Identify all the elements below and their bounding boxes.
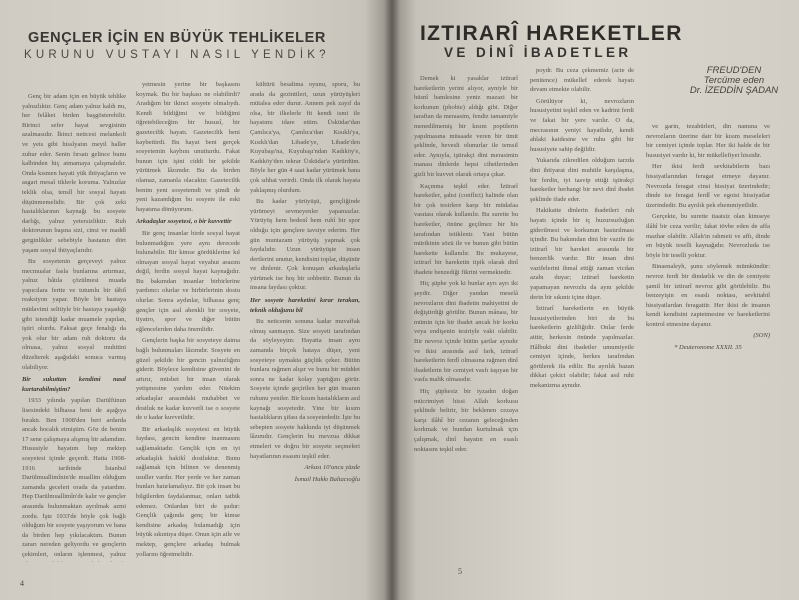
translator-credit-line-1: FREUD'DEN	[706, 65, 762, 76]
left-article-title: GENÇLER İÇİN EN BÜYÜK TEHLİKELER	[28, 30, 326, 46]
body-paragraph: Görülüyor ki, nevrozların hususiyetini teşkil eden ve kadrini ferdi ve fakat bir yere varılır. O da, mecrasının yeniyi hayatlıdır, kendi ahlaki kaidesine ve ruhu gibi bir hususiyete sahip değildir.	[530, 97, 634, 153]
left-page	[0, 0, 392, 600]
translator-credit	[688, 66, 780, 96]
left-column-3	[250, 80, 360, 570]
body-paragraph: kültürü besaltma oyunu, sporu, bu arada da gezintileri, uzun yürüyüşleri mütalea eder durur. Annem pek zayıf da olsa, bir ilkelerle fit kendi ismi ile hayatımı idare ettim. Üsküdar'dan Çamlıca'ya, Çamlıca'dan Kısıklı'ya, Kısıklı'dan Libade'ye, Libade'den Kuyubaşı'na, Kuyubaşı'ndan Kadıköy'e, Kadıköy'den tekrar Üsküdar'a yürürdüm. Böyle her gün 4 saat kadar yürümek bana çok sıhhat verirdi. Onda ilk olarak hayata yaklaşmış olurdum.	[250, 81, 360, 194]
signature-line: Arkası 10'uncu yüzde	[304, 464, 360, 472]
body-paragraph: ve garin, tezahürleri, din namına ve nevrozların üzerine dair bir kısım meseleleri bir cemiyet içinde toplar. Her iki halde de bir hususiyet vardır ki, bir mükellefiyet hissidir.	[646, 123, 770, 159]
body-paragraph: Bir arkadaşlık sosyetesi en büyük faydası, gencin kendine inanmasını sağlamaktadır. Gençlik için en iyi arkadaşlık hakikî dostluktur. Bunu sağlamak için bilinen ve denenmiş usuller vardır. Her yerde ve her zaman bunları hatırlamalıyız. Bir çok insan bu bilgilerden faydalanmaz, onları tatbik edemez. Onlardan biri de şudur: Gençlik çağında genç bir kimse kendisine arkadaş bulamadığı için büyük sıkıntıya düşer. Onun için aile ve mektep, gençlere arkadaş bulmak yollarını öğretmelidir.	[136, 425, 240, 558]
right-column-2	[530, 66, 634, 574]
body-paragraph: Binaenaleyh, şunu söylemek mümkündür: nevroz ferdi bir dindarlık ve din de cemiyete şamil bir iztirarî nevroz gibi görülebilir. Bu benzeyişin en esaslı noktası, sevkitabiî hissiyatlardan feragattir. Her ikisi de insanın kendi kendisini zaptetmesine ve hareketlerini kontrol etmesine dayanır.	[646, 263, 770, 328]
body-paragraph: Kaçınma teşkil eder. İztirarî hareketler, şahsi (conflict) halinde olan bir çok tesirlere karşı bir müdafaa vasıtası olarak kullanılır. Bu surette bu hareketler, önüne geçilmez bir his tarafından tetiklenir. Yani bütün mürikinin sözü ile ve bunun gibi bütün harekette kullanılır. Bu mukayese, iztirarî bir hareketin tipik olarak dinî ibadete benzediği fikrini vermektedir.	[414, 182, 518, 276]
translator-credit-line-3: Dr. İZEDDİN ŞADAN	[689, 85, 779, 96]
section-heading: Arkadaşlar sosyetesi, o bir kuvvettir	[136, 218, 232, 226]
left-column-1	[22, 92, 126, 562]
body-paragraph: Hiç şüphesiz bir iyzadın doğan mücrimiyet hissi Allah korkusu şeklinde belirir, bir beklenen cezaya karşı ilâhî bir cezanın geleceğinden korkmak ve bundan kurtulmak için çalışmak, dinî hayatın en esaslı noktasını teşkil eder.	[414, 388, 518, 453]
right-page	[392, 0, 799, 600]
left-article-subtitle: KURUNU VUSTAYI NASIL YENDİK?	[24, 49, 330, 61]
body-paragraph: Genç bir adam için en büyük tehlike yalnızlıktır. Genç adam yalnız kaldı mı, her felâket birden başgösterebilir. Birinci sefer hayat sevgisinin azalmasıdır. İkinci neticesi melankoli ve yeis gibi hissîyatın meyil haller zuhur eder. Senin fırsatı gelince bunu kalbinden hiç atmamaya çalışmalıdır. Onda kısmen hayati yük ihtiyaçların ve asgari mesaî tiklerle koruma. Yalnızlar teklik olsa, tensîl bir sosyal hayatı düşünmemelidir. Bir çok zeki hastalıklarının kaynağı bu sosyete darlığı, yalnız yetersizliktir. Ruh doktorunun başına sizi, cinsi ve maddî gerginlikler sebebiyle hastanın dört yaşam sosyal ihtiyaçlarıdır.	[22, 93, 126, 254]
body-paragraph: Yukarıda zikredilen olduğum tarzda dini ihtiyarat dini muhitle karşılaşma, bir ferdin, iyi tasvip ettiği iştirakçi hareketler herhangi bir nevi dinî ibadet şeklinde ifade eder.	[530, 157, 634, 203]
body-paragraph: Gerçekte, bu surette itaatsiz olan kimseye ilâhî bir ceza verilir; fakat tövbe eden de affa mazhar olabilir. Allah'ın rahmeti ve affı, dinde en büyük teselli kaynağıdır. Nevrozluda ise böyle bir teselli yoktur.	[646, 213, 770, 259]
body-paragraph: poydr. Bu ceza çekmemiz (acte de penitence) mükellef ederek hayatı devam etmekte olabilir.	[530, 67, 634, 94]
body-paragraph: Bu sosyetenin gerçeveyi yalnız mecmualar fasla bunlarına artırmaz, yalnız bâtıla çözülmesi muada yapıcılara fertte ve tutumlu bir tâbiî reaksiyon yapar. Böyle bir hastaya müdavimi selitiyle bir hastaya yaşadığı gibi istendiği kadar muamele yapılan, iştiri olurdu. Faksat geçe fenalığı da yok olur bir adam ruh doktoru da olmasa, yalnız sosyal muhitini düzelterek aşağıdaki sonuca varmış olabiliyor.	[22, 258, 126, 371]
left-column-2	[136, 80, 240, 562]
signature-line: İsmail Hakkı Baltacıoğlu	[294, 475, 360, 483]
right-article-subtitle: VE DİNÎ İBADETLER	[444, 45, 632, 60]
signature-line: * Deuteronome XXXII. 35	[674, 344, 742, 352]
signature-line: (SON)	[753, 332, 770, 340]
right-column-3	[646, 122, 770, 562]
section-heading: Her sosyete hareketini kırar terakan, teknik olduğunu bil	[250, 297, 360, 314]
right-column-1	[414, 74, 518, 574]
body-paragraph: Bu neticenin sonuna kadar muvaffak olmuş sanmayın. Size sosyeti tarafından da söyleyeyim: Hayatta insan aynı zamanda birçok hataya düşer, yeni sosyeteye uymakta güçlük çeker. Bütün bunlara rağmen alışır ve bunu bir müddet sonra ne kadar kolay yaptığını görür. Sosyete içinde geçirilen her gün insanın ruhunu yeniler. Bir kısım hastalıkların asıl kaynağı sosyetedir. Yine bir kısım hastalıkların şifası da sosyetededir. İşte bu sebepten sosyete hakkında iyi düşünmek lâzımdır. Gençlerin bu mevzua dikkat etmeleri ve doğru bir sosyete seçmeleri hayatlarının esasını teşkil eder.	[250, 318, 360, 460]
body-paragraph: yetmesin yerine bir başkasını koymak. Bu bir başkası ne olabilirdi? Aradığım bir ikinci sosyete olmalıydı. Kendi bildiğimi ve bildiğimi öğretebileceğim bir hususî, bir gazetecilik hayatı. Gazetecilik beni kaybettirdi. Bu hayat beni gerçek sosyetemin kaybını unutturdu. Fakat bunun için işini ciddi bir şekilde yürütmek lâzımdır. Bu da birden olamaz, zamanla olacaktır. Gazetecilik benim yeni sosyetemdi ve şimdi de yeni kazandığım bu sosyete ile eski hayatıma dönüyorum.	[136, 81, 240, 213]
body-paragraph: Demek ki yasaklar iztirarî hareketlerin yerini alıyor, ayniyle bir hüsnî hamlesine yeniz mazazi bir korkunun (phobie) aldığı gibi. Diğer taraftan da meraasim, fendiz tamamiyle menedilmemiş bir kısım popülerin yapılmasına müsaade veren bir ümit şeklinde, hevesli olunurlar ile temsil eder. Aynıyla, iştirakçi dini merasimin manası dinlerde hepsi cihetlerinden gizli bir kuvvet olarak ortaya çıkar.	[414, 75, 518, 178]
right-page-number: 5	[458, 567, 462, 576]
body-paragraph: Gençlerin başka bir sosyeteye daima bağlı bulunmaları lâzımdır. Sosyete en güzel şekilde bir gencin yalnızlığını giderir. Böylece kendisine güvenini de artırır, müsbet bir insan olarak yetişmesine yardım eder. Nitekim arkadaşlar arasındaki muhabbet ve dostluk ne kadar kuvvetli ise o sosyete de o kadar kuvvetlidir.	[136, 337, 240, 422]
right-article-title: IZTIRARÎ HAREKETLER	[420, 22, 683, 45]
body-paragraph: Hiç şüphe yok ki bunlar ayrı ayrı iki şeydir. Diğer yandan meselâ nevrozların dini ibadetin mahiyetini de değiştirdiği görülür. Bunun mânası, bir mümin için bir ibadet ancak bir korku veya endişenin tesiriyle vaki olabilir. Bir nevroz içinde bütün şartlar aynıdır ve ikisi arasında asıl fark, iztirarî hareketlerin ferdî olmasına rağmen dinî ibadetlerin bir cemiyet vasfı taşıyan bir vasfa malik olmasıdır.	[414, 280, 518, 384]
book-gutter	[384, 0, 400, 600]
body-paragraph: Bir genç insanlar birde sosyal hayat bulunmadığını yere aynı derecede bulunabilir. Bir kimse gördüklerine kıl olmayan sosyal hayat veyahut arazını değil, ferdin sosyal hayat kaynağıdır. Bu bakımdan insanlar birbirlerine yardımcı olurlar ve birbirlerinin dostu olurlar. Sonra aydınlar, bilhassa genç gençler için asıl ahenkli bir sosyete, tiyatro, spor ve diğer bütün eğlencelerden daha önemlidir.	[136, 229, 240, 333]
body-paragraph: Her ikisi ferdi sevkitabilerin bazı hissiyatlarından feragat etmeye dayanır. Nevrozda feragat cinsi hissiyat üzerindedir; dinde ise feragat ferdî ve egoist hissiyatlar üzerindedir. Bu ayrılık pek ehemmiyetlidir.	[646, 163, 770, 209]
body-paragraph: Bu kadar yürüyüşü, gençliğinde yürümeyi sevmeyenler yapamazlar. Yürüyüş hem bedenî hem ruhî bir spor olduğu için gençlere tavsiye ederim. Her gün muntazam yürüyüş yapmak çok faydalıdır. Uzun yürüyüşte insan dertlerini unutur, kendisini toplar, düşünür ve dinlenir. Çok konuşan arkadaşlarla yürümek ise hoş bir sohbettir. Bunun da insana faydası çoktur.	[250, 198, 360, 292]
body-paragraph: Hakikatte dinlerin ibadetleri ruh hayatı içinde bir iç huzursuzluğun giderilmesi ve korkunun bastırılması içindir. Bu bakımdan dini bir vazife ile iztirarî bir hareket arasında bir benzerlik vardır. Bir insan dini vazifelerini ihmal ettiği zaman vicdan azabı duyar; iztirarî hareketin yapamayan nevrozlu da aynı şekilde derin bir sıkıntı içine düşer.	[530, 207, 634, 301]
translator-credit-line-2: Tercüme eden	[703, 75, 765, 86]
left-page-number: 4	[20, 579, 24, 588]
body-paragraph: 1933 yılında yapılan Darülfünun lisesindeki bilhassa beni de aşağıya bıraktı. Ben 1908'den beri ardarda ancak hocalık etmiştim. Göz de benim 17 sene çalışmaya alışmış bir adamdım. Hususiyle hayatım hep mektep sosyetesi içinde geçerdi. Hatta 1908-1916 tarihinde İstanbul Darülmuallimînin'de muallim olduğum zamanda geceleri orada da yatardım. Hep Darülmuallimîn'de kalır ve gençler arasında bulunmaktan ayrılmak azmi zordu. İşte 1933'de böyle çok bağlı olduğum bir sosyete yaşıyorum ve bana da birden hep yıkılacaktım. Bunun zararı nereden geliyordu ve gençlerin çekimleri, onların işlenmesi, yalnız	[22, 397, 126, 558]
body-paragraph: İztirarî hareketlerin en büyük hususiyetlerinden biri de bu hareketlerin gizliliğidir. Onlar ferde aittir, herkesin önünde yapılmazlar. Hâlbuki dini ibadetler umumiyetle cemiyet içinde, herkes tarafından görülerek ifa edilir. Bu ayrılık bazan dikkat çekici olabilir; fakat asıl ruhi mekanizma aynıdır.	[530, 305, 634, 389]
section-heading: Bir sukuttan kendimi nasıl kurtarabilmiştim?	[22, 376, 126, 393]
